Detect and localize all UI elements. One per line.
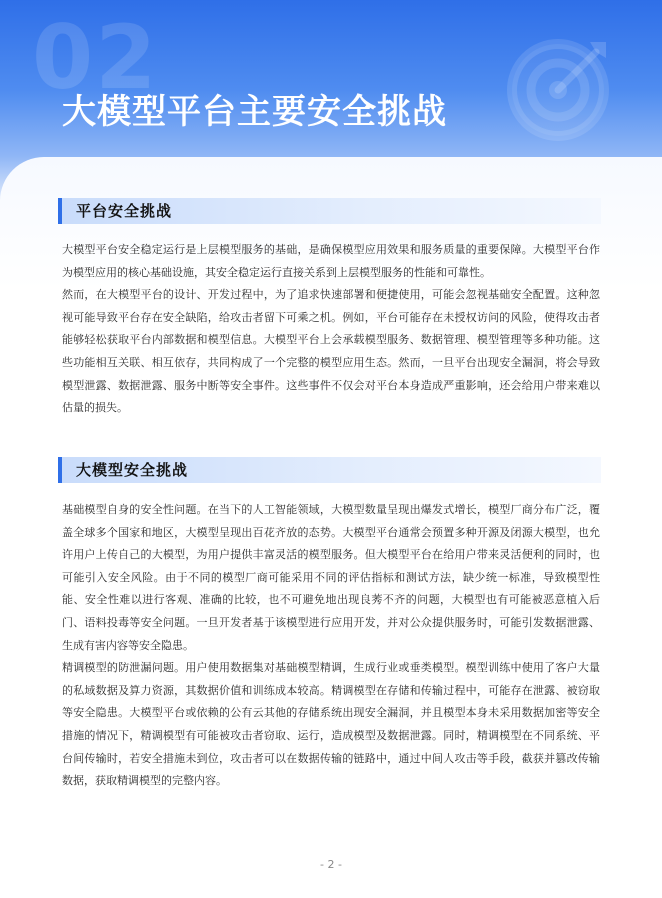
- page-title: 大模型平台主要安全挑战: [62, 92, 447, 132]
- section-body-platform: [62, 239, 600, 420]
- paragraph: 基础模型自身的安全性问题。在当下的人工智能领域，大模型数量呈现出爆发式增长，模型厂商分布广泛，覆盖全球多个国家和地区，大模型呈现出百花齐放的态势。大模型平台通常会预置多种开源及闭源大模型，也允许用户上传自己的大模型，为用户提供丰富灵活的模型服务。但大模型平台在给用户带来灵活便利的同时，也可能引入安全风险。由于不同的模型厂商可能采用不同的评估指标和测试方法，缺少统一标准，导致模型性能、安全性难以进行客观、准确的比较，也不可避免地出现良莠不齐的问题，大模型也有可能被恶意植入后门、语料投毒等安全问题。一旦开发者基于该模型进行应用开发，并对公众提供服务时，可能引发数据泄露、生成有害内容等安全隐患。: [62, 503, 600, 652]
- section-body-model: [62, 499, 600, 793]
- paragraph: 大模型平台安全稳定运行是上层模型服务的基础，是确保模型应用效果和服务质量的重要保障。大模型平台作为模型应用的核心基础设施，其安全稳定运行直接关系到上层模型服务的性能和可靠性。: [62, 243, 600, 279]
- section-heading-label: 平台安全挑战: [76, 202, 173, 220]
- section-heading-model: [58, 457, 601, 483]
- paragraph: 精调模型的防泄漏问题。用户使用数据集对基础模型精调，生成行业或垂类模型。模型训练中使用了客户大量的私域数据及算力资源，其数据价值和训练成本较高。精调模型在存储和传输过程中，可能存在泄露、被窃取等安全隐患。大模型平台或依赖的公有云其他的存储系统出现安全漏洞，并且模型本身未采用数据加密等安全措施的情况下，精调模型有可能被攻击者窃取、运行，造成模型及数据泄露。同时，精调模型在不同系统、平台间传输时，若安全措施未到位，攻击者可以在数据传输的链路中，通过中间人攻击等手段，截获并篡改传输数据，获取精调模型的完整内容。: [62, 661, 600, 788]
- section-heading-label: 大模型安全挑战: [76, 461, 189, 479]
- section-heading-platform: [58, 198, 601, 224]
- page-number: - 2 -: [320, 858, 342, 871]
- paragraph: 然而，在大模型平台的设计、开发过程中，为了追求快速部署和便捷使用，可能会忽视基础安全配置。这种忽视可能导致平台存在安全缺陷，给攻击者留下可乘之机。例如，平台可能存在未授权访问的风险，使得攻击者能够轻松获取平台内部数据和模型信息。大模型平台上会承载模型服务、数据管理、模型管理等多种功能。这些功能相互关联、相互依存，共同构成了一个完整的模型应用生态。然而，一旦平台出现安全漏洞，将会导致模型泄露、数据泄露、服务中断等安全事件。这些事件不仅会对平台本身造成严重影响，还会给用户带来难以估量的损失。: [62, 288, 600, 415]
- chapter-number: 02: [32, 6, 159, 109]
- target-icon: [500, 28, 620, 148]
